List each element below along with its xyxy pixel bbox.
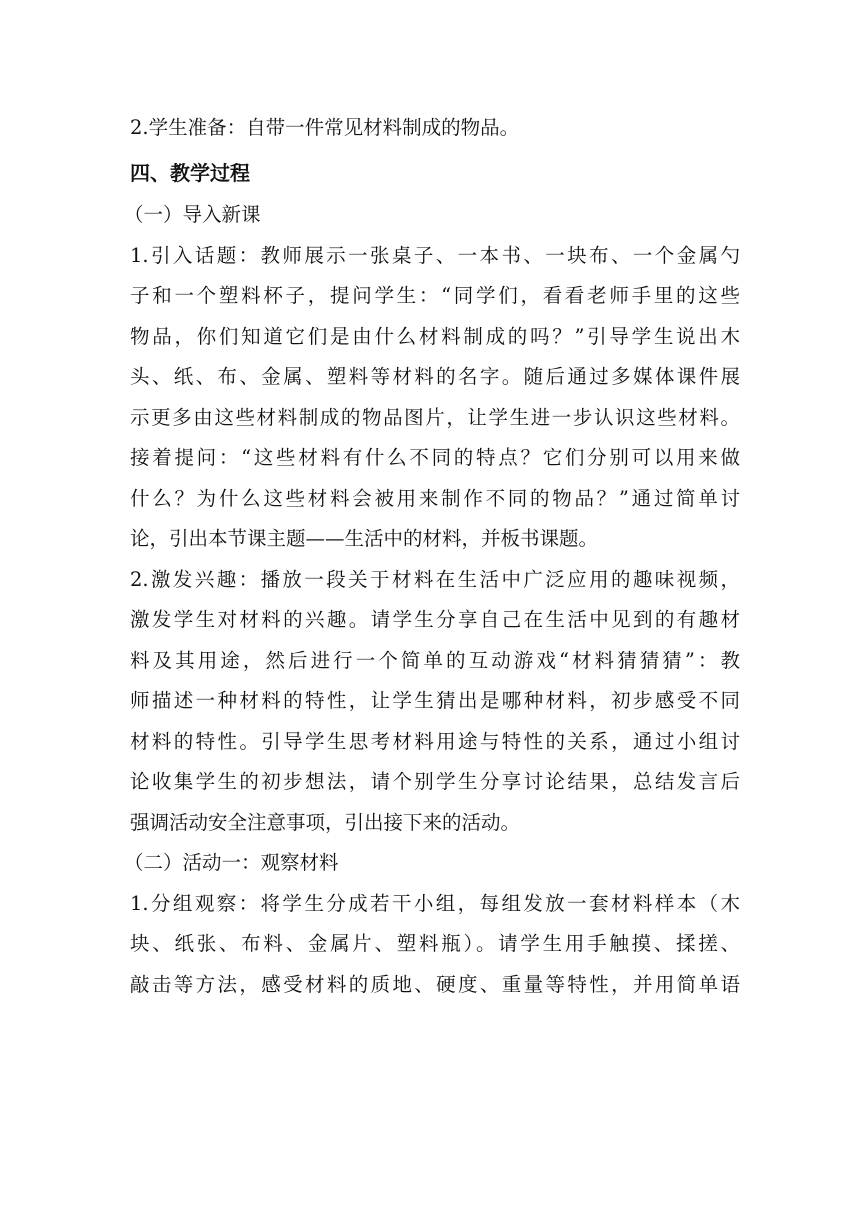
paragraph-line: 材料的特性。引导学生思考材料用途与特性的关系，通过小组讨 [130,729,740,753]
paragraph-line: 激发学生对材料的兴趣。请学生分享自己在生活中见到的有趣材 [130,608,740,631]
section-heading: 四、教学过程 [130,160,250,185]
paragraph-line: 师描述一种材料的特性，让学生猜出是哪种材料，初步感受不同 [130,689,740,712]
paragraph-line: 料及其用途，然后进行一个简单的互动游戏“材料猜猜猜”：教 [130,648,740,672]
paragraph-line: 1.分组观察：将学生分成若干小组，每组发放一套材料样本（木 [130,891,740,915]
paragraph-line: 2.激发兴趣：播放一段关于材料在生活中广泛应用的趣味视频， [130,567,740,591]
paragraph-line: 1.引入话题：教师展示一张桌子、一本书、一块布、一个金属勺 [130,243,740,267]
paragraph-line: 强调活动安全注意事项，引出接下来的活动。 [130,810,521,834]
paragraph-line: 敲击等方法，感受材料的质地、硬度、重量等特性，并用简单语 [130,972,740,996]
subsection-heading: （一）导入新课 [124,203,261,226]
subsection-heading: （二）活动一：观察材料 [124,851,339,874]
paragraph-line: 子和一个塑料杯子，提问学生：“同学们，看看老师手里的这些 [130,284,740,307]
paragraph-line: 论收集学生的初步想法，请个别学生分享讨论结果，总结发言后 [130,770,740,793]
paragraph-line: 块、纸张、布料、金属片、塑料瓶）。请学生用手触摸、揉搓、 [130,932,740,955]
paragraph-line: 示更多由这些材料制成的物品图片，让学生进一步认识这些材料。 [130,405,740,429]
paragraph-line: 论，引出本节课主题——生活中的材料，并板书课题。 [130,527,599,550]
document-body [124,108,740,1005]
paragraph-line: 接着提问：“这些材料有什么不同的特点？它们分别可以用来做 [130,446,740,469]
paragraph-line: 什么？为什么这些材料会被用来制作不同的物品？”通过简单讨 [130,486,740,510]
paragraph-line: 物品，你们知道它们是由什么材料制成的吗？”引导学生说出木 [130,324,740,348]
paragraph-line: 头、纸、布、金属、塑料等材料的名字。随后通过多媒体课件展 [130,365,740,388]
paragraph-line: 2.学生准备：自带一件常见材料制成的物品。 [130,116,520,139]
